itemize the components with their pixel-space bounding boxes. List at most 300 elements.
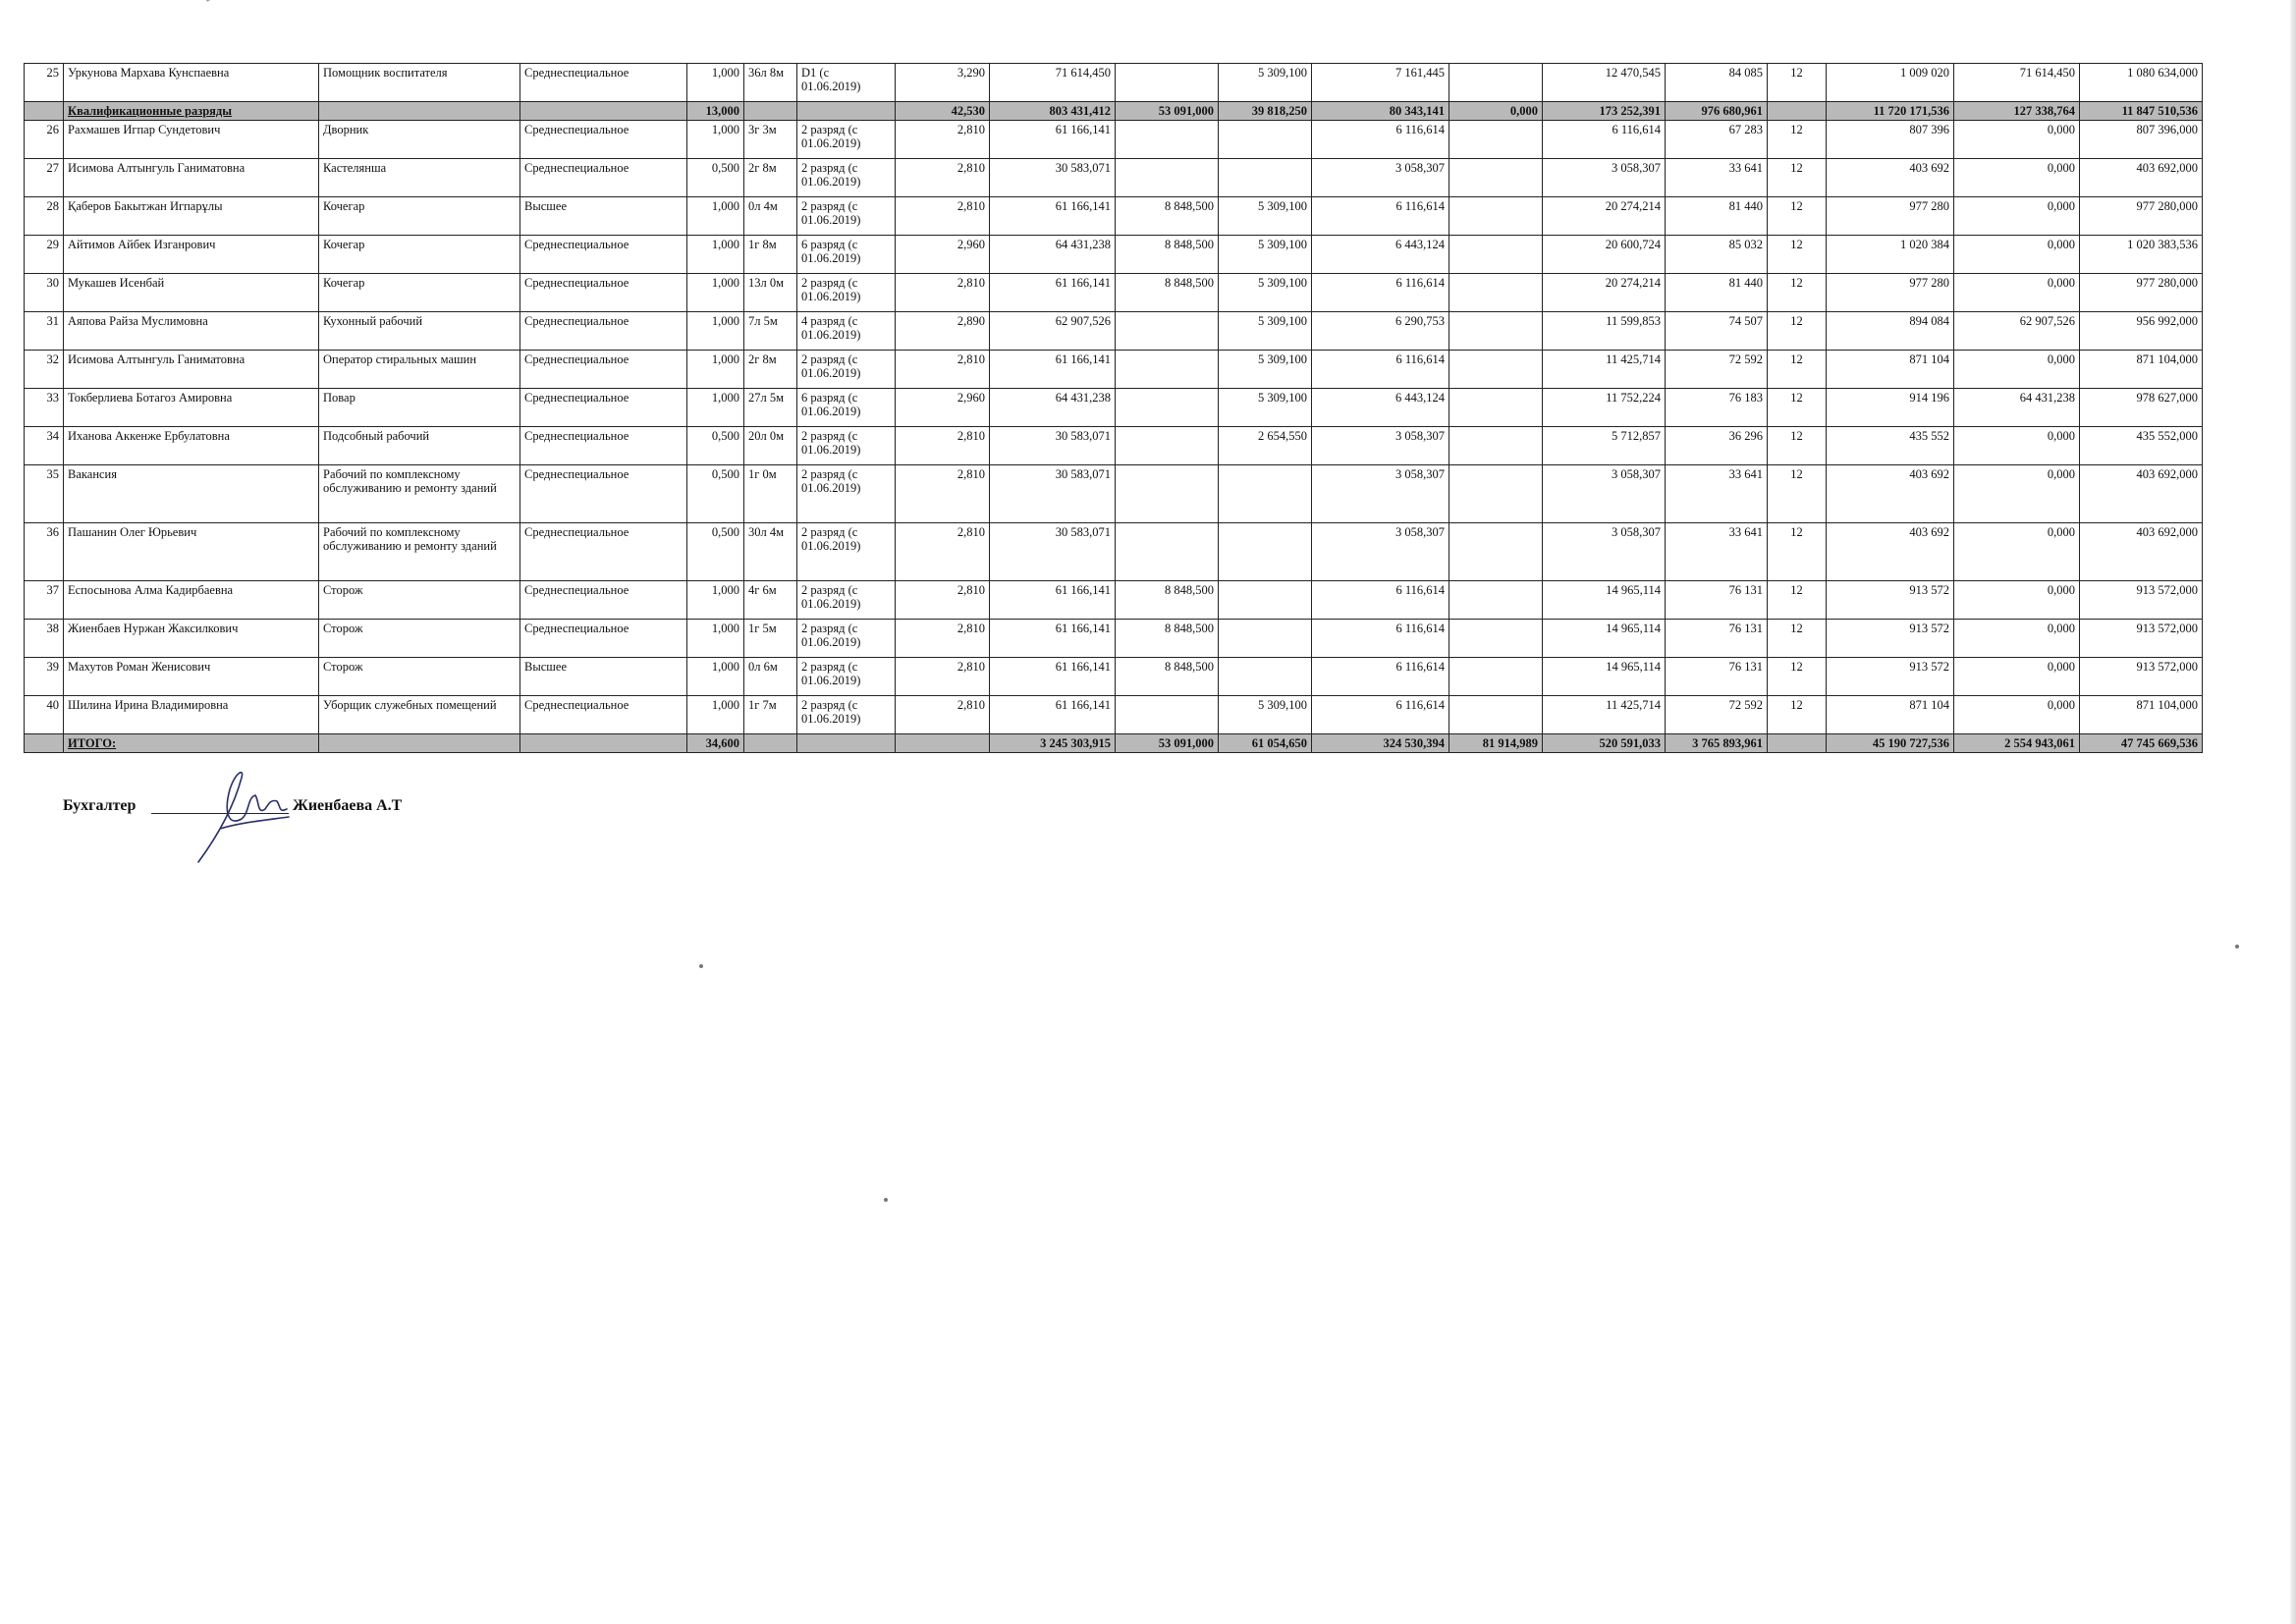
cell-extra: 0,000 <box>1954 523 2080 581</box>
cell-grade: 2 разряд (с 01.06.2019) <box>797 121 896 159</box>
cell-allowance-2 <box>1219 465 1312 523</box>
cell-grade: 2 разряд (с 01.06.2019) <box>797 197 896 236</box>
cell-allowances-total: 11 425,714 <box>1543 351 1666 389</box>
cell-education: Среднеспециальное <box>520 312 687 351</box>
cell-grand-total: 1 080 634,000 <box>2080 64 2203 102</box>
cell-grand-total: 1 020 383,536 <box>2080 236 2203 274</box>
cell-allowance-4 <box>1449 658 1543 696</box>
cell-allowance-1: 8 848,500 <box>1116 620 1219 658</box>
cell-allowances-total: 11 752,224 <box>1543 389 1666 427</box>
cell-grand-total: 913 572,000 <box>2080 581 2203 620</box>
cell-number: 39 <box>25 658 64 696</box>
cell-annual-fund: 11 720 171,536 <box>1827 102 1954 121</box>
cell-annual-fund: 913 572 <box>1827 581 1954 620</box>
cell-rate: 0,500 <box>687 427 744 465</box>
cell-allowances-total: 14 965,114 <box>1543 620 1666 658</box>
cell-allowances-total: 11 599,853 <box>1543 312 1666 351</box>
table-row <box>25 121 2203 159</box>
cell-employee-name: Айтимов Айбек Изганрович <box>64 236 319 274</box>
cell-experience: 30л 4м <box>744 523 797 581</box>
cell-coefficient: 2,810 <box>896 658 990 696</box>
table-row <box>25 389 2203 427</box>
cell-number <box>25 102 64 121</box>
cell-months: 12 <box>1768 312 1827 351</box>
cell-number: 40 <box>25 696 64 734</box>
cell-experience: 0л 6м <box>744 658 797 696</box>
cell-allowance-1 <box>1116 312 1219 351</box>
cell-position: Рабочий по комплексному обслуживанию и ремонту зданий <box>319 465 520 523</box>
cell-monthly-fund: 33 641 <box>1666 523 1768 581</box>
cell-grand-total: 435 552,000 <box>2080 427 2203 465</box>
cell-employee-name: Қаберов Бакытжан Игпарұлы <box>64 197 319 236</box>
cell-grade: D1 (с 01.06.2019) <box>797 64 896 102</box>
cell-allowance-2 <box>1219 658 1312 696</box>
cell-grand-total: 403 692,000 <box>2080 159 2203 197</box>
signatory-name: Жиенбаева А.Т <box>293 797 403 814</box>
cell-position: Уборщик служебных помещений <box>319 696 520 734</box>
cell-employee-name: Исимова Алтынгуль Ганиматовна <box>64 159 319 197</box>
scan-mark <box>206 0 242 2</box>
cell-monthly-fund: 67 283 <box>1666 121 1768 159</box>
cell-allowance-2: 5 309,100 <box>1219 64 1312 102</box>
cell-grade: 2 разряд (с 01.06.2019) <box>797 159 896 197</box>
cell-allowance-2: 61 054,650 <box>1219 734 1312 753</box>
cell-allowance-4 <box>1449 427 1543 465</box>
cell-employee-name: Уркунова Мархава Кунспаевна <box>64 64 319 102</box>
cell-months: 12 <box>1768 427 1827 465</box>
cell-base-salary: 64 431,238 <box>990 236 1116 274</box>
cell-allowance-1 <box>1116 389 1219 427</box>
cell-position: Кочегар <box>319 274 520 312</box>
cell-allowance-2: 5 309,100 <box>1219 274 1312 312</box>
cell-grand-total: 403 692,000 <box>2080 523 2203 581</box>
cell-base-salary: 30 583,071 <box>990 159 1116 197</box>
cell-education <box>520 734 687 753</box>
cell-annual-fund: 435 552 <box>1827 427 1954 465</box>
cell-allowance-1 <box>1116 427 1219 465</box>
cell-allowance-4 <box>1449 236 1543 274</box>
cell-education: Высшее <box>520 197 687 236</box>
cell-grand-total: 913 572,000 <box>2080 658 2203 696</box>
cell-monthly-fund: 76 131 <box>1666 658 1768 696</box>
cell-annual-fund: 977 280 <box>1827 197 1954 236</box>
cell-extra: 0,000 <box>1954 159 2080 197</box>
cell-education: Среднеспециальное <box>520 523 687 581</box>
cell-extra: 0,000 <box>1954 465 2080 523</box>
cell-allowance-1: 53 091,000 <box>1116 734 1219 753</box>
cell-allowance-1 <box>1116 351 1219 389</box>
cell-experience: 27л 5м <box>744 389 797 427</box>
cell-education: Среднеспециальное <box>520 465 687 523</box>
cell-annual-fund: 914 196 <box>1827 389 1954 427</box>
cell-experience: 4г 6м <box>744 581 797 620</box>
cell-allowance-4 <box>1449 696 1543 734</box>
cell-rate: 0,500 <box>687 465 744 523</box>
table-row <box>25 64 2203 102</box>
cell-annual-fund: 871 104 <box>1827 351 1954 389</box>
cell-annual-fund: 871 104 <box>1827 696 1954 734</box>
table-body <box>25 64 2203 753</box>
cell-grade: 2 разряд (с 01.06.2019) <box>797 351 896 389</box>
cell-number: 32 <box>25 351 64 389</box>
cell-coefficient: 2,810 <box>896 351 990 389</box>
cell-allowance-4 <box>1449 121 1543 159</box>
cell-monthly-fund: 84 085 <box>1666 64 1768 102</box>
cell-employee-name: Пашанин Олег Юрьевич <box>64 523 319 581</box>
cell-monthly-fund: 72 592 <box>1666 696 1768 734</box>
cell-grade: 2 разряд (с 01.06.2019) <box>797 523 896 581</box>
cell-rate: 1,000 <box>687 64 744 102</box>
cell-allowance-2 <box>1219 620 1312 658</box>
cell-number: 31 <box>25 312 64 351</box>
cell-annual-fund: 1 020 384 <box>1827 236 1954 274</box>
cell-base-salary: 62 907,526 <box>990 312 1116 351</box>
cell-extra: 0,000 <box>1954 620 2080 658</box>
cell-employee-name: Аяпова Райза Муслимовна <box>64 312 319 351</box>
cell-allowance-1: 8 848,500 <box>1116 197 1219 236</box>
cell-allowances-total: 3 058,307 <box>1543 523 1666 581</box>
cell-education <box>520 102 687 121</box>
cell-position: Дворник <box>319 121 520 159</box>
cell-allowance-3: 80 343,141 <box>1312 102 1449 121</box>
cell-allowance-4 <box>1449 351 1543 389</box>
cell-allowance-3: 6 116,614 <box>1312 581 1449 620</box>
cell-months: 12 <box>1768 197 1827 236</box>
summary-row <box>25 734 2203 753</box>
cell-experience: 1г 5м <box>744 620 797 658</box>
cell-extra: 0,000 <box>1954 274 2080 312</box>
cell-allowance-4: 0,000 <box>1449 102 1543 121</box>
cell-position: Кочегар <box>319 236 520 274</box>
scan-edge <box>2290 0 2296 1624</box>
cell-allowance-1: 8 848,500 <box>1116 274 1219 312</box>
cell-experience: 13л 0м <box>744 274 797 312</box>
cell-grand-total: 977 280,000 <box>2080 197 2203 236</box>
cell-annual-fund: 894 084 <box>1827 312 1954 351</box>
cell-employee-name: Махутов Роман Женисович <box>64 658 319 696</box>
cell-grade: 2 разряд (с 01.06.2019) <box>797 696 896 734</box>
cell-rate: 1,000 <box>687 121 744 159</box>
cell-grade <box>797 734 896 753</box>
cell-employee-name: Шилина Ирина Владимировна <box>64 696 319 734</box>
scan-speck <box>699 964 703 968</box>
cell-position: Кастелянша <box>319 159 520 197</box>
cell-coefficient: 2,960 <box>896 236 990 274</box>
cell-monthly-fund: 76 183 <box>1666 389 1768 427</box>
cell-allowance-1: 8 848,500 <box>1116 581 1219 620</box>
cell-employee-name: Еспосынова Алма Кадирбаевна <box>64 581 319 620</box>
table-row <box>25 658 2203 696</box>
cell-rate: 13,000 <box>687 102 744 121</box>
cell-allowance-3: 6 116,614 <box>1312 121 1449 159</box>
cell-allowance-2: 5 309,100 <box>1219 696 1312 734</box>
cell-allowance-2: 5 309,100 <box>1219 389 1312 427</box>
cell-position: Подсобный рабочий <box>319 427 520 465</box>
cell-allowance-4 <box>1449 312 1543 351</box>
cell-months: 12 <box>1768 351 1827 389</box>
cell-allowance-3: 6 116,614 <box>1312 197 1449 236</box>
cell-allowances-total: 5 712,857 <box>1543 427 1666 465</box>
cell-employee-name: Исимова Алтынгуль Ганиматовна <box>64 351 319 389</box>
cell-annual-fund: 977 280 <box>1827 274 1954 312</box>
cell-base-salary: 3 245 303,915 <box>990 734 1116 753</box>
cell-monthly-fund: 81 440 <box>1666 274 1768 312</box>
cell-number: 28 <box>25 197 64 236</box>
cell-monthly-fund: 76 131 <box>1666 620 1768 658</box>
cell-allowance-4: 81 914,989 <box>1449 734 1543 753</box>
table-row <box>25 696 2203 734</box>
cell-experience <box>744 734 797 753</box>
cell-monthly-fund: 85 032 <box>1666 236 1768 274</box>
cell-experience: 20л 0м <box>744 427 797 465</box>
cell-allowance-2: 5 309,100 <box>1219 197 1312 236</box>
cell-allowance-1 <box>1116 121 1219 159</box>
cell-annual-fund: 913 572 <box>1827 658 1954 696</box>
cell-monthly-fund: 74 507 <box>1666 312 1768 351</box>
cell-allowance-3: 6 116,614 <box>1312 274 1449 312</box>
cell-position: Кухонный рабочий <box>319 312 520 351</box>
cell-education: Среднеспециальное <box>520 351 687 389</box>
cell-rate: 1,000 <box>687 197 744 236</box>
cell-months: 12 <box>1768 121 1827 159</box>
cell-allowance-1 <box>1116 159 1219 197</box>
cell-rate: 1,000 <box>687 312 744 351</box>
cell-education: Среднеспециальное <box>520 236 687 274</box>
cell-base-salary: 61 166,141 <box>990 658 1116 696</box>
table-row <box>25 236 2203 274</box>
cell-annual-fund: 1 009 020 <box>1827 64 1954 102</box>
cell-allowances-total: 173 252,391 <box>1543 102 1666 121</box>
cell-rate: 1,000 <box>687 696 744 734</box>
cell-annual-fund: 403 692 <box>1827 523 1954 581</box>
cell-grand-total: 403 692,000 <box>2080 465 2203 523</box>
cell-number: 34 <box>25 427 64 465</box>
cell-rate: 1,000 <box>687 581 744 620</box>
cell-grand-total: 11 847 510,536 <box>2080 102 2203 121</box>
cell-employee-name: ИТОГО: <box>64 734 319 753</box>
cell-allowance-3: 6 290,753 <box>1312 312 1449 351</box>
cell-experience: 1г 0м <box>744 465 797 523</box>
cell-coefficient <box>896 734 990 753</box>
cell-grand-total: 978 627,000 <box>2080 389 2203 427</box>
cell-number: 38 <box>25 620 64 658</box>
cell-grade: 6 разряд (с 01.06.2019) <box>797 389 896 427</box>
cell-education: Среднеспециальное <box>520 581 687 620</box>
cell-experience: 0л 4м <box>744 197 797 236</box>
scan-speck <box>884 1198 888 1202</box>
cell-number: 29 <box>25 236 64 274</box>
cell-coefficient: 2,810 <box>896 696 990 734</box>
cell-experience: 1г 8м <box>744 236 797 274</box>
cell-allowance-3: 3 058,307 <box>1312 427 1449 465</box>
cell-rate: 0,500 <box>687 523 744 581</box>
cell-experience: 2г 8м <box>744 351 797 389</box>
cell-months: 12 <box>1768 523 1827 581</box>
table-row <box>25 523 2203 581</box>
cell-base-salary: 71 614,450 <box>990 64 1116 102</box>
cell-position: Сторож <box>319 581 520 620</box>
cell-annual-fund: 913 572 <box>1827 620 1954 658</box>
cell-employee-name: Мукашев Исенбай <box>64 274 319 312</box>
cell-allowance-2 <box>1219 159 1312 197</box>
cell-allowance-1 <box>1116 696 1219 734</box>
cell-grade: 2 разряд (с 01.06.2019) <box>797 620 896 658</box>
cell-months: 12 <box>1768 465 1827 523</box>
cell-allowances-total: 14 965,114 <box>1543 581 1666 620</box>
cell-education: Среднеспециальное <box>520 274 687 312</box>
cell-coefficient: 2,810 <box>896 159 990 197</box>
cell-education: Среднеспециальное <box>520 121 687 159</box>
cell-annual-fund: 403 692 <box>1827 159 1954 197</box>
cell-grand-total: 871 104,000 <box>2080 696 2203 734</box>
cell-number: 36 <box>25 523 64 581</box>
cell-employee-name: Рахмашев Игпар Сундетович <box>64 121 319 159</box>
cell-experience: 7л 5м <box>744 312 797 351</box>
cell-position <box>319 734 520 753</box>
cell-annual-fund: 45 190 727,536 <box>1827 734 1954 753</box>
cell-education: Высшее <box>520 658 687 696</box>
cell-experience: 36л 8м <box>744 64 797 102</box>
cell-months: 12 <box>1768 620 1827 658</box>
cell-base-salary: 64 431,238 <box>990 389 1116 427</box>
cell-position: Кочегар <box>319 197 520 236</box>
cell-education: Среднеспециальное <box>520 427 687 465</box>
cell-position: Повар <box>319 389 520 427</box>
cell-extra: 71 614,450 <box>1954 64 2080 102</box>
cell-allowance-2: 2 654,550 <box>1219 427 1312 465</box>
cell-allowance-3: 6 116,614 <box>1312 351 1449 389</box>
cell-base-salary: 61 166,141 <box>990 351 1116 389</box>
cell-monthly-fund: 33 641 <box>1666 465 1768 523</box>
cell-allowance-1 <box>1116 523 1219 581</box>
cell-extra: 62 907,526 <box>1954 312 2080 351</box>
cell-extra: 0,000 <box>1954 121 2080 159</box>
cell-allowance-2: 39 818,250 <box>1219 102 1312 121</box>
cell-coefficient: 2,810 <box>896 465 990 523</box>
cell-allowances-total: 3 058,307 <box>1543 159 1666 197</box>
cell-position: Рабочий по комплексному обслуживанию и ремонту зданий <box>319 523 520 581</box>
cell-allowance-4 <box>1449 465 1543 523</box>
cell-position: Сторож <box>319 620 520 658</box>
cell-employee-name: Жиенбаев Нуржан Жаксилкович <box>64 620 319 658</box>
table-row <box>25 620 2203 658</box>
cell-annual-fund: 403 692 <box>1827 465 1954 523</box>
cell-coefficient: 2,810 <box>896 121 990 159</box>
cell-position: Помощник воспитателя <box>319 64 520 102</box>
cell-coefficient: 2,810 <box>896 581 990 620</box>
cell-employee-name: Вакансия <box>64 465 319 523</box>
cell-allowance-3: 6 443,124 <box>1312 236 1449 274</box>
cell-allowance-2 <box>1219 581 1312 620</box>
cell-extra: 0,000 <box>1954 351 2080 389</box>
cell-grand-total: 977 280,000 <box>2080 274 2203 312</box>
cell-grade: 2 разряд (с 01.06.2019) <box>797 581 896 620</box>
table-row <box>25 197 2203 236</box>
cell-experience: 1г 7м <box>744 696 797 734</box>
cell-months: 12 <box>1768 236 1827 274</box>
cell-grade <box>797 102 896 121</box>
cell-months <box>1768 734 1827 753</box>
cell-allowances-total: 20 274,214 <box>1543 274 1666 312</box>
cell-extra: 127 338,764 <box>1954 102 2080 121</box>
cell-grade: 4 разряд (с 01.06.2019) <box>797 312 896 351</box>
cell-allowance-4 <box>1449 389 1543 427</box>
cell-extra: 0,000 <box>1954 236 2080 274</box>
cell-education: Среднеспециальное <box>520 159 687 197</box>
cell-coefficient: 2,810 <box>896 620 990 658</box>
cell-rate: 1,000 <box>687 236 744 274</box>
cell-monthly-fund: 33 641 <box>1666 159 1768 197</box>
table-row <box>25 159 2203 197</box>
cell-months: 12 <box>1768 696 1827 734</box>
cell-base-salary: 61 166,141 <box>990 274 1116 312</box>
summary-row <box>25 102 2203 121</box>
cell-allowances-total: 520 591,033 <box>1543 734 1666 753</box>
cell-base-salary: 61 166,141 <box>990 197 1116 236</box>
cell-annual-fund: 807 396 <box>1827 121 1954 159</box>
cell-extra: 0,000 <box>1954 197 2080 236</box>
cell-months: 12 <box>1768 64 1827 102</box>
cell-rate: 0,500 <box>687 159 744 197</box>
cell-grade: 2 разряд (с 01.06.2019) <box>797 274 896 312</box>
table-row <box>25 427 2203 465</box>
cell-base-salary: 30 583,071 <box>990 523 1116 581</box>
cell-allowance-3: 6 116,614 <box>1312 658 1449 696</box>
cell-base-salary: 803 431,412 <box>990 102 1116 121</box>
cell-allowances-total: 12 470,545 <box>1543 64 1666 102</box>
signature-block <box>63 785 574 874</box>
cell-rate: 1,000 <box>687 389 744 427</box>
cell-grand-total: 871 104,000 <box>2080 351 2203 389</box>
cell-allowance-2: 5 309,100 <box>1219 236 1312 274</box>
cell-rate: 1,000 <box>687 620 744 658</box>
cell-rate: 34,600 <box>687 734 744 753</box>
cell-coefficient: 2,810 <box>896 523 990 581</box>
cell-rate: 1,000 <box>687 274 744 312</box>
cell-coefficient: 2,960 <box>896 389 990 427</box>
cell-allowance-3: 6 443,124 <box>1312 389 1449 427</box>
cell-extra: 0,000 <box>1954 581 2080 620</box>
cell-allowance-2: 5 309,100 <box>1219 312 1312 351</box>
cell-education: Среднеспециальное <box>520 64 687 102</box>
cell-position: Сторож <box>319 658 520 696</box>
cell-grand-total: 47 745 669,536 <box>2080 734 2203 753</box>
table-row <box>25 312 2203 351</box>
cell-coefficient: 2,810 <box>896 197 990 236</box>
cell-allowance-3: 324 530,394 <box>1312 734 1449 753</box>
cell-monthly-fund: 81 440 <box>1666 197 1768 236</box>
cell-grand-total: 956 992,000 <box>2080 312 2203 351</box>
cell-allowances-total: 3 058,307 <box>1543 465 1666 523</box>
cell-monthly-fund: 976 680,961 <box>1666 102 1768 121</box>
cell-experience <box>744 102 797 121</box>
cell-allowance-3: 6 116,614 <box>1312 696 1449 734</box>
cell-grade: 2 разряд (с 01.06.2019) <box>797 658 896 696</box>
cell-allowances-total: 20 274,214 <box>1543 197 1666 236</box>
cell-education: Среднеспециальное <box>520 696 687 734</box>
cell-number <box>25 734 64 753</box>
cell-position: Оператор стиральных машин <box>319 351 520 389</box>
cell-extra: 0,000 <box>1954 658 2080 696</box>
cell-experience: 2г 8м <box>744 159 797 197</box>
cell-allowances-total: 11 425,714 <box>1543 696 1666 734</box>
signatory-role: Бухгалтер <box>63 797 137 814</box>
cell-number: 37 <box>25 581 64 620</box>
cell-employee-name: Иханова Аккенже Ербулатовна <box>64 427 319 465</box>
cell-allowance-3: 3 058,307 <box>1312 159 1449 197</box>
table-row <box>25 274 2203 312</box>
cell-months: 12 <box>1768 581 1827 620</box>
